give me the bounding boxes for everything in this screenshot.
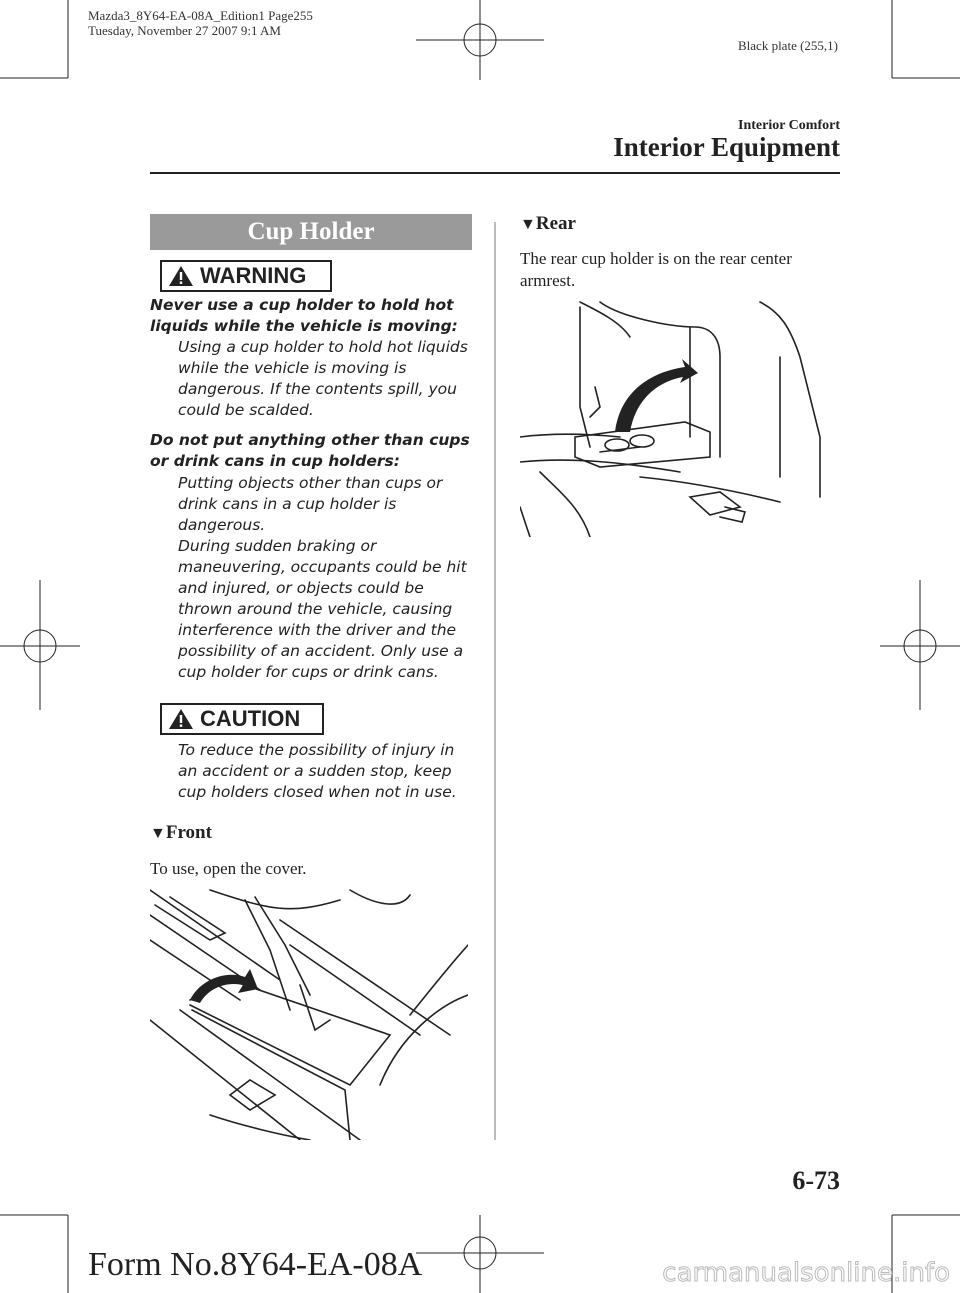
slug-plate: Black plate (255,1) xyxy=(738,38,838,53)
down-triangle-icon: ▼ xyxy=(520,216,536,233)
front-heading xyxy=(150,822,212,844)
front-heading-text: Front xyxy=(165,822,212,843)
warning-item-1-heading: Never use a cup holder to hold hot liquids while the vehicle is moving: xyxy=(150,296,458,335)
caution-triangle-icon xyxy=(168,708,194,730)
slug-file-line: Mazda3_8Y64-EA-08A_Edition1 Page255 xyxy=(88,8,313,23)
rear-text: The rear cup holder is on the rear center armrest. xyxy=(520,249,792,290)
header-rule xyxy=(150,172,840,174)
page-number: 6-73 xyxy=(792,1166,840,1195)
rear-heading-text: Rear xyxy=(535,213,576,234)
rear-heading xyxy=(520,213,576,235)
caution-body: To reduce the possibility of injury in an accident or a sudden stop, keep cup holders closed when not in use. xyxy=(178,741,457,801)
warning-item-2-body-1: Putting objects other than cups or drink cans in a cup holder is dangerous. xyxy=(178,474,443,534)
front-cup-holder-illustration xyxy=(150,885,468,1140)
section-banner: Cup Holder xyxy=(150,214,472,250)
watermark: carmanualsonline.info xyxy=(662,1258,950,1288)
warning-item-2-body-2: During sudden braking or maneuvering, occupants could be hit and injured, or objects could be thrown around the vehicle, causing interference with the driver and the possibility of an accident. Only use a cup holder for cups or drink cans. xyxy=(178,537,467,681)
front-text: To use, open the cover. xyxy=(150,859,307,878)
warning-item-2-heading: Do not put anything other than cups or drink cans in cup holders: xyxy=(150,431,470,470)
warning-label-text: WARNING xyxy=(200,263,307,288)
slug-date-line: Tuesday, November 27 2007 9:1 AM xyxy=(88,23,281,38)
page-title: Interior Equipment xyxy=(613,132,840,162)
form-number: Form No.8Y64-EA-08A xyxy=(88,1246,423,1283)
caution-label-text: CAUTION xyxy=(200,706,301,731)
rear-cup-holder-illustration xyxy=(520,297,840,537)
warning-item-1-body: Using a cup holder to hold hot liquids while the vehicle is moving is dangerous. If the contents spill, you could be scalded. xyxy=(178,338,468,419)
warning-triangle-icon xyxy=(168,265,194,287)
header-category: Interior Comfort xyxy=(738,118,840,133)
down-triangle-icon: ▼ xyxy=(150,825,166,842)
warning-label xyxy=(160,260,332,292)
caution-label xyxy=(160,703,324,735)
